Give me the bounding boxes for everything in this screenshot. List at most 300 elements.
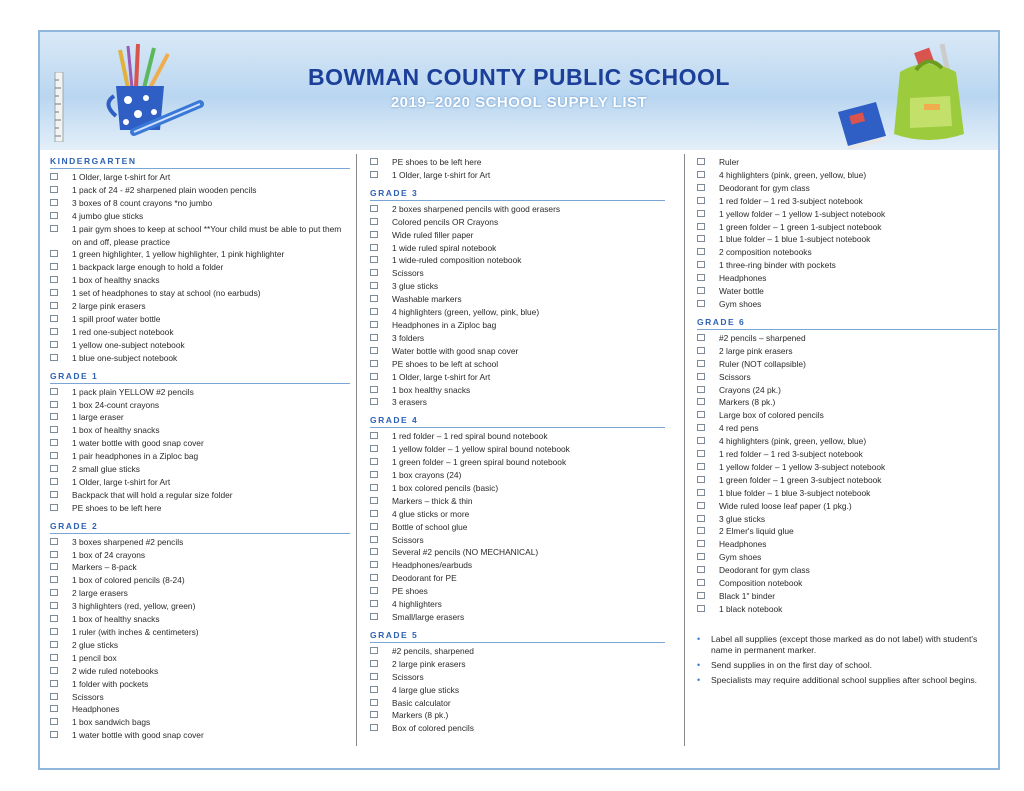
checkbox-icon [370,699,378,706]
checkbox-icon [370,523,378,530]
supply-item [50,561,350,574]
supply-item [370,345,665,358]
checkbox-icon [370,686,378,693]
supply-item [370,469,665,482]
checkbox-icon [370,308,378,315]
grade-section [50,371,350,515]
checkbox-icon [697,210,705,217]
supply-item [697,208,997,221]
supply-item-label: 2 large pink erasers [72,301,146,312]
supply-list-sheet [38,30,1000,770]
supply-item-label: PE shoes [392,586,428,597]
checkbox-icon [370,574,378,581]
grade-section [697,156,997,311]
bullet-icon: • [697,659,701,670]
supply-item [697,500,997,513]
supply-item [370,280,665,293]
checkbox-icon [697,450,705,457]
supply-item-label: Several #2 pencils (NO MECHANICAL) [392,547,539,558]
supply-item [50,450,350,463]
supply-item-label: 1 box of healthy snacks [72,275,160,286]
supply-item [697,590,997,603]
grade-heading: GRADE 3 [370,188,665,201]
supply-item-label: 1 yellow folder – 1 yellow 3-subject notebook [719,461,886,472]
supply-item [370,495,665,508]
supply-item-label: Headphones [72,704,120,715]
supply-item-label: Ruler [719,157,740,167]
supply-item-label: Colored pencils OR Crayons [392,216,499,227]
checkbox-icon [50,212,58,219]
supply-item-label: 2 large pink erasers [719,345,793,356]
checkbox-icon [697,184,705,191]
supply-item [697,233,997,246]
checkbox-icon [697,386,705,393]
grade-heading: GRADE 1 [50,371,350,384]
supply-item-label: 1 wide ruled spiral notebook [392,242,497,253]
supply-item-label: 2 composition notebooks [719,247,812,258]
checkbox-icon [370,334,378,341]
supply-item [370,645,665,658]
supply-item-label: Headphones in a Ziploc bag [392,319,497,330]
supply-item-label: Crayons (24 pk.) [719,384,781,395]
supply-item [50,600,350,613]
supply-item [50,587,350,600]
checkbox-icon [697,334,705,341]
supply-item [50,703,350,716]
checkbox-icon [50,302,58,309]
checkbox-icon [370,398,378,405]
supply-item-label: Black 1" binder [719,591,776,601]
supply-item-label: 1 folder with pockets [72,678,149,689]
supply-item-label: 1 pack plain YELLOW #2 pencils [72,386,194,397]
supply-item-label: 1 blue folder – 1 blue 1-subject notebook [719,234,871,245]
checkbox-icon [370,244,378,251]
supply-item-label: #2 pencils, sharpened [392,645,474,656]
supply-item [697,298,997,311]
supply-item-label: Headphones [719,273,767,284]
supply-item-label: 1 yellow folder – 1 yellow spiral bound notebook [392,444,570,455]
checkbox-icon [50,341,58,348]
supply-item [50,300,350,313]
grade-section [370,156,665,182]
checkbox-icon [697,527,705,534]
checkbox-icon [370,660,378,667]
supply-item [50,729,350,742]
checkbox-icon [697,476,705,483]
supply-item-label: 1 green folder – 1 green 3-subject notebook [719,474,882,485]
supply-item [50,437,350,450]
supply-item [370,156,665,169]
supply-item-label: 1 green highlighter, 1 yellow highlighter, 1 pink highlighter [72,249,285,260]
checkbox-icon [50,680,58,687]
checkbox-icon [697,261,705,268]
notes-list [697,634,997,686]
checkbox-icon [370,231,378,238]
checkbox-icon [697,566,705,573]
supply-item-label: 1 box of colored pencils (8-24) [72,575,185,586]
supply-item-label: Markers (8 pk.) [392,710,449,721]
supply-item [370,306,665,319]
checkbox-icon [370,432,378,439]
checkbox-icon [50,315,58,322]
supply-item-label: Ruler (NOT collapsible) [719,358,806,369]
supply-item-label: 3 highlighters (red, yellow, green) [72,601,196,612]
supply-item-label: Markers (8 pk.) [719,397,776,408]
checkbox-icon [50,504,58,511]
supply-item [370,254,665,267]
supply-item [370,684,665,697]
supply-item [697,422,997,435]
bullet-icon: • [697,674,701,685]
supply-item [370,169,665,182]
supply-item [50,326,350,339]
checkbox-icon [697,515,705,522]
ruler-icon [52,72,66,142]
checkbox-icon [370,548,378,555]
checkbox-icon [50,641,58,648]
supply-item-label: 1 large eraser [72,412,124,423]
checkbox-icon [50,173,58,180]
grade-heading: GRADE 2 [50,521,350,534]
checkbox-icon [697,360,705,367]
supply-item-label: 2 wide ruled notebooks [72,665,159,676]
supply-item [50,339,350,352]
supply-item [370,396,665,409]
supply-item-label: Composition notebook [719,578,803,589]
checkbox-icon [697,235,705,242]
checkbox-icon [370,171,378,178]
checkbox-icon [370,282,378,289]
supply-item [697,259,997,272]
supply-item-label: PE shoes to be left at school [392,358,499,369]
checkbox-icon [370,561,378,568]
supply-item [50,476,350,489]
supply-item-label: Deodorant for PE [392,573,457,584]
supply-item-label: 3 erasers [392,397,427,408]
supply-item-label: 1 pack of 24 - #2 sharpened plain wooden pencils [72,184,257,195]
supply-item-label: 1 spill proof water bottle [72,313,161,324]
supply-item [370,697,665,710]
supply-item [50,691,350,704]
checkbox-icon [50,705,58,712]
checkbox-icon [697,223,705,230]
supply-item [697,345,997,358]
supply-item [697,246,997,259]
supply-item [370,534,665,547]
checkbox-icon [370,373,378,380]
supply-item [50,411,350,424]
checkbox-icon [697,489,705,496]
supply-item-label: 1 set of headphones to stay at school (no earbuds) [72,288,261,299]
supply-item [370,572,665,585]
supply-item [697,156,997,169]
checkbox-icon [370,269,378,276]
checkbox-icon [50,563,58,570]
grade-heading: KINDERGARTEN [50,156,350,169]
supply-item-label: 2 Elmer's liquid glue [719,526,794,537]
supply-item [697,285,997,298]
checkbox-icon [370,458,378,465]
supply-item [370,546,665,559]
checkbox-icon [50,452,58,459]
supply-item [50,399,350,412]
checkbox-icon [50,602,58,609]
supply-item [370,332,665,345]
supply-item [370,229,665,242]
supply-item [697,358,997,371]
checkbox-icon [370,536,378,543]
checkbox-icon [697,540,705,547]
checkbox-icon [370,256,378,263]
supply-item [50,626,350,639]
checkbox-icon [697,553,705,560]
column-divider-1 [356,154,357,746]
supply-item-label: Headphones [719,539,767,550]
supply-item [697,332,997,345]
supply-item-label: 1 pencil box [72,652,117,663]
supply-item-label: Box of colored pencils [392,723,474,734]
supply-item-label: Gym shoes [719,552,762,563]
supply-item [50,424,350,437]
checkbox-icon [370,711,378,718]
checkbox-icon [370,484,378,491]
supply-item-label: Markers – thick & thin [392,495,473,506]
backpack-icon [876,42,976,148]
supply-item-label: 2 large pink erasers [392,658,466,669]
supply-item [370,293,665,306]
supply-item [370,559,665,572]
checkbox-icon [50,628,58,635]
grade-section [50,156,350,365]
supply-item [50,678,350,691]
supply-item [697,448,997,461]
supply-item [697,169,997,182]
grade-section [370,630,665,735]
supply-item [697,182,997,195]
supply-item-label: 1 green folder – 1 green 1-subject notebook [719,221,882,232]
checkbox-icon [370,445,378,452]
grade-section [697,317,997,616]
checkbox-icon [50,589,58,596]
checkbox-icon [370,471,378,478]
bullet-icon: • [697,633,701,644]
supply-item-label: 1 Older, large t-shirt for Art [72,172,171,182]
supply-item [370,671,665,684]
checkbox-icon [50,731,58,738]
checkbox-icon [50,693,58,700]
checkbox-icon [697,373,705,380]
supply-item-label: 1 water bottle with good snap cover [72,438,204,449]
supply-item-label: 4 large glue sticks [392,684,460,695]
supply-item [370,430,665,443]
supply-item [50,536,350,549]
supply-item-label: 1 box healthy snacks [392,384,471,395]
page-subtitle: 2019–2020 SCHOOL SUPPLY LIST [390,94,648,111]
supply-item [50,489,350,502]
supply-item-label: Deodorant for gym class [719,565,810,576]
supply-item [50,352,350,365]
supply-item-label: Scissors [719,371,751,382]
supply-item [697,461,997,474]
column-3 [697,156,997,690]
checkbox-icon [370,205,378,212]
supply-item-label: 1 box 24-count crayons [72,399,160,410]
checkbox-icon [370,360,378,367]
supply-item-label: 4 highlighters [392,599,442,610]
checkbox-icon [697,300,705,307]
checkbox-icon [50,289,58,296]
supply-item-label: 1 box of 24 crayons [72,549,146,560]
supply-item [50,184,350,197]
supply-item [50,210,350,223]
supply-item-label: 1 box of healthy snacks [72,425,160,436]
supply-item [50,463,350,476]
pen-icon [128,98,208,138]
checkbox-icon [697,437,705,444]
checkbox-icon [50,388,58,395]
supply-item [697,577,997,590]
checkbox-icon [50,478,58,485]
supply-item-label: 3 glue sticks [392,281,439,292]
supply-item [370,585,665,598]
checkbox-icon [50,276,58,283]
supply-item-label: 1 blue one-subject notebook [72,352,178,363]
grade-heading: GRADE 6 [697,317,997,330]
supply-item [697,487,997,500]
supply-item-label: Wide ruled loose leaf paper (1 pkg.) [719,500,852,511]
grade-section [370,188,665,410]
checkbox-icon [697,424,705,431]
checkbox-icon [697,287,705,294]
supply-item [50,171,350,184]
checkbox-icon [50,465,58,472]
supply-item [697,435,997,448]
supply-item [370,384,665,397]
checkbox-icon [697,502,705,509]
supply-item-label: 4 highlighters (pink, green, yellow, blue) [719,436,867,447]
supply-item-label: Washable markers [392,294,462,305]
checkbox-icon [697,158,705,165]
checkbox-icon [370,647,378,654]
checkbox-icon [50,538,58,545]
supply-item-label: Markers – 8-pack [72,562,137,573]
supply-item-label: 4 highlighters (green, yellow, pink, blue) [392,307,540,318]
checkbox-icon [370,158,378,165]
supply-item-label: 1 box crayons (24) [392,470,462,481]
supply-item [370,482,665,495]
supply-item-label: 4 red pens [719,423,759,434]
supply-item [50,652,350,665]
checkbox-icon [50,615,58,622]
supply-item [697,195,997,208]
supply-item [697,513,997,526]
supply-item-label: 1 three-ring binder with pockets [719,260,836,271]
supply-item-label: 2 boxes sharpened pencils with good erasers [392,203,561,214]
supply-item-label: 2 large erasers [72,588,128,599]
supply-item [50,386,350,399]
supply-item-label: Scissors [72,691,104,702]
supply-item [370,611,665,624]
supply-item-label: Deodorant for gym class [719,182,810,193]
supply-item [697,409,997,422]
grade-heading: GRADE 5 [370,630,665,643]
supply-item-label: 4 highlighters (pink, green, yellow, blue) [719,169,867,180]
checkbox-icon [370,321,378,328]
checkbox-icon [50,439,58,446]
checkbox-icon [50,186,58,193]
supply-item [697,371,997,384]
checkbox-icon [370,347,378,354]
supply-item-label: 1 water bottle with good snap cover [72,730,204,741]
supply-item-label: Wide ruled filler paper [392,229,474,240]
supply-item [697,538,997,551]
supply-item [370,658,665,671]
checkbox-icon [370,587,378,594]
supply-item-label: 4 jumbo glue sticks [72,210,144,221]
supply-item-label: #2 pencils – sharpened [719,332,806,343]
supply-item [697,564,997,577]
supply-item-label: 1 Older, large t-shirt for Art [392,371,491,382]
supply-item-label: 1 wide-ruled composition notebook [392,255,522,266]
supply-item-label: 1 box colored pencils (basic) [392,482,499,493]
checkbox-icon [697,248,705,255]
supply-item [50,261,350,274]
grade-heading: GRADE 4 [370,415,665,428]
column-1 [50,156,350,748]
supply-item [50,248,350,261]
grade-section [370,415,665,624]
supply-item-label: 1 black notebook [719,603,783,614]
column-2 [370,156,665,741]
supply-item-label: 1 yellow one-subject notebook [72,339,185,350]
supply-item [370,358,665,371]
supply-item-label: Scissors [392,268,424,279]
supply-item-label: 1 backpack large enough to hold a folder [72,262,224,273]
checkbox-icon [50,354,58,361]
supply-item-label: 1 yellow folder – 1 yellow 1-subject notebook [719,208,886,219]
supply-item [370,508,665,521]
supply-item-label: 1 red folder – 1 red 3-subject notebook [719,449,863,460]
supply-item [370,371,665,384]
supply-item-label: 2 small glue sticks [72,464,140,475]
supply-item [697,272,997,285]
supply-item [50,639,350,652]
checkbox-icon [697,347,705,354]
note-item [697,660,997,671]
supply-item [370,722,665,735]
supply-item-label: Water bottle with good snap cover [392,345,519,356]
supply-item [50,502,350,515]
supply-item-label: 1 box of healthy snacks [72,614,160,625]
supply-item [50,223,350,249]
supply-item-label: Scissors [392,671,424,682]
supply-item [697,551,997,564]
supply-item [370,443,665,456]
grade-section [50,521,350,743]
checkbox-icon [50,667,58,674]
note-item [697,675,997,686]
supply-item-label: 1 green folder – 1 green spiral bound notebook [392,457,567,468]
checkbox-icon [697,171,705,178]
supply-item-label: 1 pair gym shoes to keep at school **Your child must be able to put them on and off, please practice [72,223,342,247]
checkbox-icon [370,295,378,302]
supply-item [697,525,997,538]
supply-item [697,221,997,234]
supply-item [370,216,665,229]
supply-item [50,287,350,300]
checkbox-icon [50,576,58,583]
supply-item-label: 3 boxes of 8 count crayons *no jumbo [72,197,213,208]
